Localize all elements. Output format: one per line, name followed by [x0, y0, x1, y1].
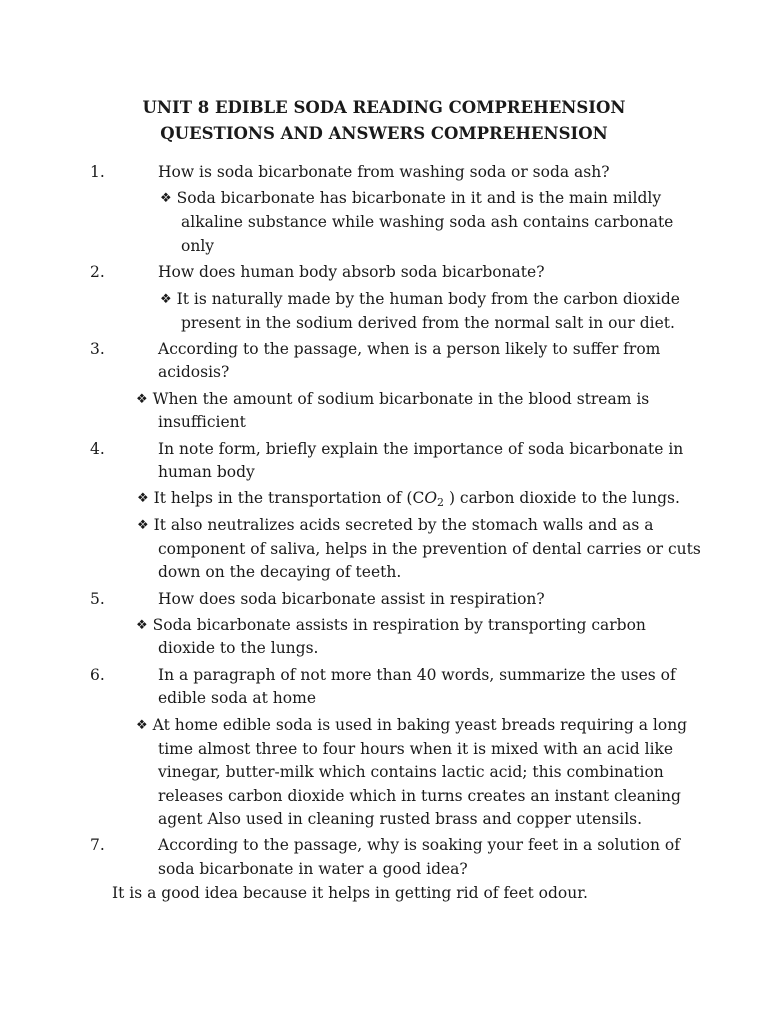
- answer-line: only: [181, 237, 215, 255]
- title-line-1: UNIT 8 EDIBLE SODA READING COMPREHENSION: [142, 98, 626, 117]
- answer-line: dioxide to the lungs.: [158, 639, 319, 657]
- bullet-icon: ❖: [137, 491, 149, 506]
- answer-line: It is a good idea because it helps in getting rid of feet odour.: [112, 884, 588, 902]
- answer-line: agent Also used in cleaning rusted brass and copper utensils.: [158, 810, 643, 828]
- question-text: How does soda bicarbonate assist in respiration?: [158, 590, 545, 608]
- answer-line: insufficient: [158, 413, 246, 431]
- question-number: 6.: [90, 666, 105, 684]
- question-text: soda bicarbonate in water a good idea?: [158, 860, 468, 878]
- answer-text: Soda bicarbonate has bicarbonate in it and is the main mildly: [176, 189, 662, 207]
- document-title: [0, 95, 768, 147]
- bullet-icon: ❖: [137, 518, 149, 533]
- co2-formula-subscript: 2: [437, 496, 445, 509]
- question-text: How does human body absorb soda bicarbonate?: [158, 263, 545, 281]
- bullet-icon: ❖: [136, 718, 148, 733]
- answer-line: [160, 187, 661, 211]
- question-number: 3.: [90, 340, 105, 358]
- answer-line: releases carbon dioxide which in turns creates an instant cleaning: [158, 787, 681, 805]
- question-text: How is soda bicarbonate from washing soda or soda ash?: [158, 163, 610, 181]
- co2-formula-o: O: [424, 489, 438, 507]
- question-number: 2.: [90, 263, 105, 281]
- question-text: human body: [158, 463, 255, 481]
- question-text: According to the passage, when is a person likely to suffer from: [158, 340, 661, 358]
- answer-text: It helps in the transportation of (C: [153, 489, 425, 507]
- question-number: 4.: [90, 440, 105, 458]
- title-line-2: QUESTIONS AND ANSWERS COMPREHENSION: [160, 124, 608, 143]
- bullet-icon: ❖: [160, 191, 172, 206]
- question-text: edible soda at home: [158, 689, 316, 707]
- question-number: 7.: [90, 836, 105, 854]
- answer-text: It is naturally made by the human body from the carbon dioxide: [176, 290, 680, 308]
- answer-text: When the amount of sodium bicarbonate in the blood stream is: [152, 390, 650, 408]
- answer-line: [160, 288, 680, 312]
- answer-line: [136, 614, 646, 638]
- answer-line: alkaline substance while washing soda ash contains carbonate: [181, 213, 674, 231]
- answer-line: [137, 514, 654, 538]
- question-number: 1.: [90, 163, 105, 181]
- answer-line: component of saliva, helps in the prevention of dental carries or cuts: [158, 540, 701, 558]
- bullet-icon: ❖: [136, 618, 148, 633]
- answer-line: present in the sodium derived from the normal salt in our diet.: [181, 314, 675, 332]
- answer-line: [136, 388, 649, 412]
- answer-line: vinegar, butter-milk which contains lactic acid; this combination: [158, 763, 664, 781]
- answer-text: ) carbon dioxide to the lungs.: [444, 489, 680, 507]
- answer-text: It also neutralizes acids secreted by the stomach walls and as a: [153, 516, 654, 534]
- answer-text: At home edible soda is used in baking yeast breads requiring a long: [152, 716, 688, 734]
- question-text: In note form, briefly explain the importance of soda bicarbonate in: [158, 440, 684, 458]
- question-text: According to the passage, why is soaking your feet in a solution of: [158, 836, 680, 854]
- answer-text: Soda bicarbonate assists in respiration by transporting carbon: [152, 616, 646, 634]
- question-number: 5.: [90, 590, 105, 608]
- answer-line: [137, 487, 680, 514]
- question-text: acidosis?: [158, 363, 230, 381]
- bullet-icon: ❖: [160, 292, 172, 307]
- answer-line: down on the decaying of teeth.: [158, 563, 402, 581]
- bullet-icon: ❖: [136, 392, 148, 407]
- question-text: In a paragraph of not more than 40 words, summarize the uses of: [158, 666, 676, 684]
- answer-line: [136, 714, 687, 738]
- answer-line: time almost three to four hours when it is mixed with an acid like: [158, 740, 674, 758]
